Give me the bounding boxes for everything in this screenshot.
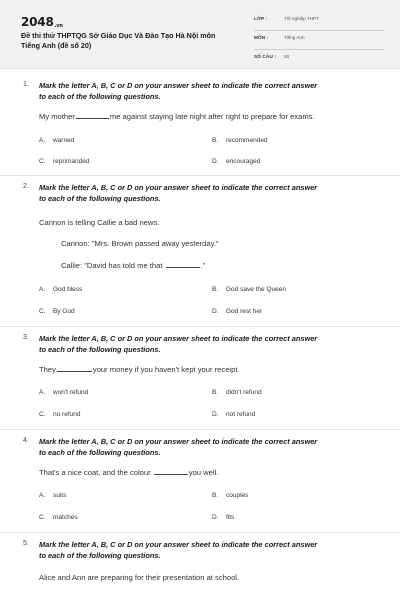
instruction-line: Mark the letter A, B, C or D on your answer sheet to indicate the correct answer	[39, 540, 318, 549]
option-letter: B.	[212, 137, 219, 144]
logo-suffix: .vn	[54, 23, 63, 29]
prompt-text: your money if you haven't kept your receipt.	[92, 365, 240, 374]
question-context: Alice and Ann are preparing for their presentation at school.	[39, 573, 240, 582]
question-instruction	[39, 334, 379, 355]
meta-key: MÔN :	[254, 35, 269, 40]
answer-blank	[76, 117, 109, 119]
option-b[interactable]	[212, 137, 268, 144]
option-a[interactable]	[39, 286, 82, 293]
meta-value: Tốt nghiệp THPT	[284, 16, 319, 21]
option-text: not refund	[226, 411, 256, 418]
option-text: God rest her	[226, 308, 263, 315]
meta-value: 50	[284, 54, 290, 59]
option-text: no refund	[53, 411, 81, 418]
option-letter: D.	[212, 411, 219, 418]
option-letter: B.	[212, 286, 219, 293]
option-text: suits	[53, 492, 67, 499]
option-text: encouraged	[226, 158, 261, 165]
prompt-text: me against staying late night after right to prepare for exams.	[109, 112, 315, 121]
option-b[interactable]	[212, 492, 248, 499]
dialog-text: Callie: "David has told me that	[61, 261, 163, 270]
meta-value: Tiếng Anh	[284, 35, 305, 40]
option-letter: D.	[212, 158, 219, 165]
option-text: warned	[53, 137, 75, 144]
option-letter: C.	[39, 308, 46, 315]
dialog-text: ."	[200, 261, 206, 270]
dialog-line-2	[61, 261, 205, 270]
option-letter: A.	[39, 389, 46, 396]
instruction-line: to each of the following questions.	[39, 344, 161, 354]
option-text: recommended	[226, 137, 268, 144]
question-prompt	[39, 365, 240, 374]
instruction-line: to each of the following questions.	[39, 91, 161, 101]
question-prompt	[39, 112, 315, 121]
option-text: matches	[53, 514, 78, 521]
question-instruction	[39, 81, 379, 102]
option-c[interactable]	[39, 158, 90, 165]
option-c[interactable]	[39, 514, 78, 521]
meta-row-question-count	[254, 52, 384, 68]
question-divider	[0, 429, 400, 430]
option-letter: D.	[212, 514, 219, 521]
option-d[interactable]	[212, 411, 255, 418]
option-b[interactable]	[212, 286, 286, 293]
question-instruction	[39, 437, 379, 458]
option-letter: C.	[39, 158, 46, 165]
option-d[interactable]	[212, 514, 234, 521]
option-text: fits	[226, 514, 235, 521]
prompt-text: They	[39, 365, 56, 374]
option-letter: A.	[39, 286, 46, 293]
instruction-line: Mark the letter A, B, C or D on your answer sheet to indicate the correct answer	[39, 437, 318, 446]
option-c[interactable]	[39, 411, 80, 418]
option-d[interactable]	[212, 308, 262, 315]
question-number: 1.	[23, 81, 29, 88]
option-text: God save the Queen	[226, 286, 286, 293]
question-divider	[0, 532, 400, 533]
option-text: reprimanded	[53, 158, 90, 165]
question-prompt	[39, 468, 218, 477]
instruction-line: Mark the letter A, B, C or D on your answer sheet to indicate the correct answer	[39, 334, 318, 343]
option-letter: B.	[212, 389, 219, 396]
question-divider	[0, 175, 400, 176]
instruction-line: to each of the following questions.	[39, 447, 161, 457]
question-context: Cannon is telling Callie a bad news.	[39, 218, 160, 227]
question-instruction	[39, 540, 379, 561]
option-letter: C.	[39, 514, 46, 521]
option-text: God bless	[53, 286, 83, 293]
dialog-line-1: Cannon: "Mrs. Brown passed away yesterday."	[61, 239, 219, 248]
option-c[interactable]	[39, 308, 75, 315]
meta-row-class	[254, 14, 384, 31]
answer-blank	[154, 473, 188, 475]
exam-title	[21, 31, 256, 51]
option-letter: B.	[212, 492, 219, 499]
instruction-line: to each of the following questions.	[39, 193, 161, 203]
question-instruction	[39, 183, 379, 204]
exam-title-line-1: Đề thi thử THPTQG Sở Giáo Dục Và Đào Tạo Hà Nội môn	[21, 31, 216, 40]
prompt-text: My mother	[39, 112, 75, 121]
question-number: 4.	[23, 437, 29, 444]
option-text: won't refund	[53, 389, 89, 396]
option-a[interactable]	[39, 389, 88, 396]
prompt-text: That's a nice coat, and the colour	[39, 468, 151, 477]
meta-key: LỚP :	[254, 16, 268, 21]
option-a[interactable]	[39, 492, 66, 499]
option-text: didn't refund	[226, 389, 262, 396]
answer-blank	[57, 370, 92, 372]
question-number: 5.	[23, 540, 29, 547]
exam-meta	[254, 14, 384, 70]
logo-text: 2048	[21, 15, 54, 29]
exam-header	[0, 0, 400, 69]
option-letter: A.	[39, 137, 46, 144]
question-number: 2.	[23, 183, 29, 190]
option-letter: A.	[39, 492, 46, 499]
option-d[interactable]	[212, 158, 260, 165]
instruction-line: Mark the letter A, B, C or D on your answer sheet to indicate the correct answer	[39, 183, 318, 192]
question-divider	[0, 326, 400, 327]
instruction-line: Mark the letter A, B, C or D on your answer sheet to indicate the correct answer	[39, 81, 318, 90]
option-b[interactable]	[212, 389, 262, 396]
option-letter: C.	[39, 411, 46, 418]
meta-row-subject	[254, 33, 384, 50]
option-a[interactable]	[39, 137, 74, 144]
meta-key: SỐ CÂU :	[254, 54, 277, 59]
site-logo[interactable]	[21, 15, 63, 29]
prompt-text: you well.	[188, 468, 219, 477]
option-text: couples	[226, 492, 249, 499]
option-text: By God	[53, 308, 75, 315]
question-number: 3.	[23, 334, 29, 341]
exam-title-line-2: Tiếng Anh (đề số 20)	[21, 41, 92, 50]
option-letter: D.	[212, 308, 219, 315]
instruction-line: to each of the following questions.	[39, 550, 161, 560]
answer-blank	[166, 266, 200, 268]
